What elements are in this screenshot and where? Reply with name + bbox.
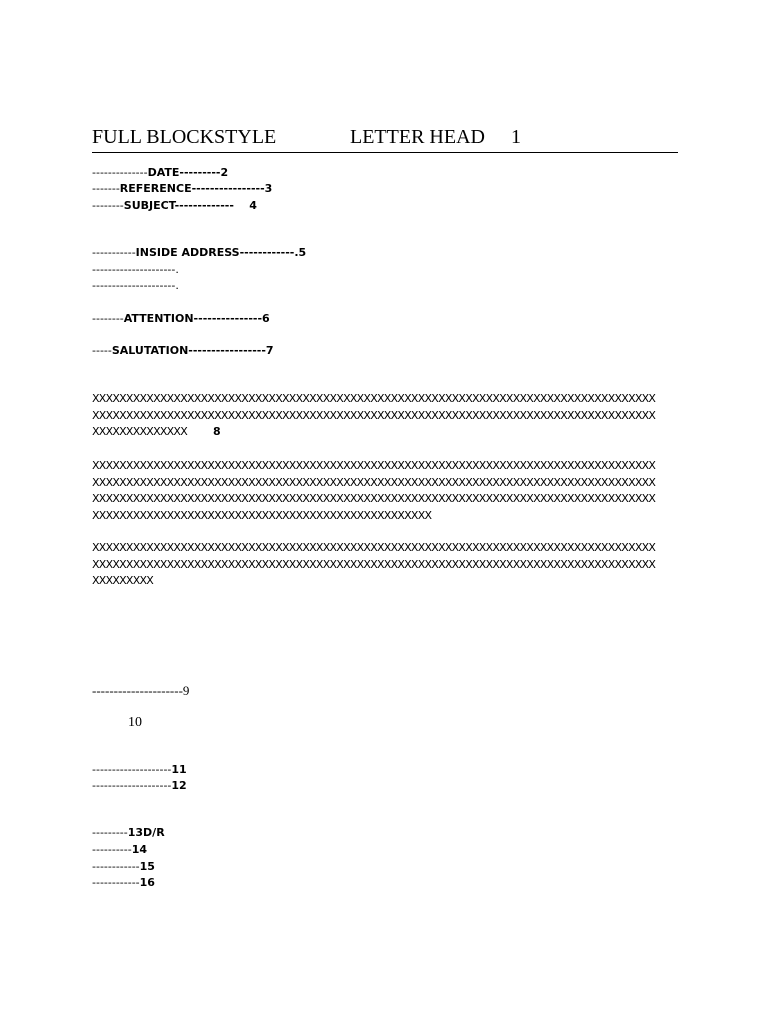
salutation-line: -----SALUTATION-----------------7 bbox=[92, 344, 274, 357]
inside-address-line: -----------INSIDE ADDRESS------------.5 bbox=[92, 246, 307, 259]
line-12: --------------------12 bbox=[92, 779, 187, 792]
body-line: XXXXXXXXXXXXXXXXXXXXXXXXXXXXXXXXXXXXXXXXXXXXXXXXXX bbox=[92, 508, 432, 522]
attention-line: --------ATTENTION---------------6 bbox=[92, 312, 270, 325]
header-letter-head: LETTER HEAD bbox=[350, 126, 485, 148]
address-line: ---------------------. bbox=[92, 279, 179, 292]
body-line: XXXXXXXXXXXXXXXXXXXXXXXXXXXXXXXXXXXXXXXXXXXXXXXXXXXXXXXXXXXXXXXXXXXXXXXXXXXXXXXXXXX bbox=[92, 459, 656, 472]
subject-line: --------SUBJECT------------- 4 bbox=[92, 199, 257, 212]
header-number: 1 bbox=[511, 126, 521, 148]
body-line: XXXXXXXXXXXXXXXXXXXXXXXXXXXXXXXXXXXXXXXXXXXXXXXXXXXXXXXXXXXXXXXXXXXXXXXXXXXXXXXXXXX bbox=[92, 492, 656, 505]
body-paragraph-2 bbox=[92, 458, 678, 524]
line-14: ----------14 bbox=[92, 843, 148, 856]
body-line: XXXXXXXXXXXXXXXXXXXXXXXXXXXXXXXXXXXXXXXXXXXXXXXXXXXXXXXXXXXXXXXXXXXXXXXXXXXXXXXXXXX bbox=[92, 408, 656, 422]
letter-header bbox=[92, 124, 678, 153]
header-title: FULL BLOCKSTYLE bbox=[92, 126, 277, 148]
body-line: XXXXXXXXXXXXXXXXXXXXXXXXXXXXXXXXXXXXXXXXXXXXXXXXXXXXXXXXXXXXXXXXXXXXXXXXXXXXXXXXXXX bbox=[92, 541, 656, 554]
line-13: ---------13D/R bbox=[92, 826, 165, 839]
body-line: XXXXXXXXX bbox=[92, 574, 154, 587]
paragraph-number: 8 bbox=[213, 425, 221, 438]
reference-line: -------REFERENCE----------------3 bbox=[92, 182, 273, 195]
closing-line: ---------------------9 bbox=[92, 683, 190, 698]
body-line: XXXXXXXXXXXXXXXXXXXXXXXXXXXXXXXXXXXXXXXXXXXXXXXXXXXXXXXXXXXXXXXXXXXXXXXXXXXXXXXXXXX bbox=[92, 392, 656, 405]
body-paragraph-1 bbox=[92, 391, 678, 441]
body-paragraph-3 bbox=[92, 540, 678, 590]
date-line: --------------DATE---------2 bbox=[92, 166, 229, 179]
line-15: ------------15 bbox=[92, 860, 155, 873]
address-line: ---------------------. bbox=[92, 263, 179, 276]
body-line: XXXXXXXXXXXXXX 8 bbox=[92, 425, 221, 438]
body-line: XXXXXXXXXXXXXXXXXXXXXXXXXXXXXXXXXXXXXXXXXXXXXXXXXXXXXXXXXXXXXXXXXXXXXXXXXXXXXXXXXXX bbox=[92, 475, 656, 489]
line-16: ------------16 bbox=[92, 876, 155, 889]
line-11: --------------------11 bbox=[92, 763, 187, 776]
signature-number: 10 bbox=[128, 715, 142, 730]
body-line: XXXXXXXXXXXXXXXXXXXXXXXXXXXXXXXXXXXXXXXXXXXXXXXXXXXXXXXXXXXXXXXXXXXXXXXXXXXXXXXXXXX bbox=[92, 557, 656, 571]
